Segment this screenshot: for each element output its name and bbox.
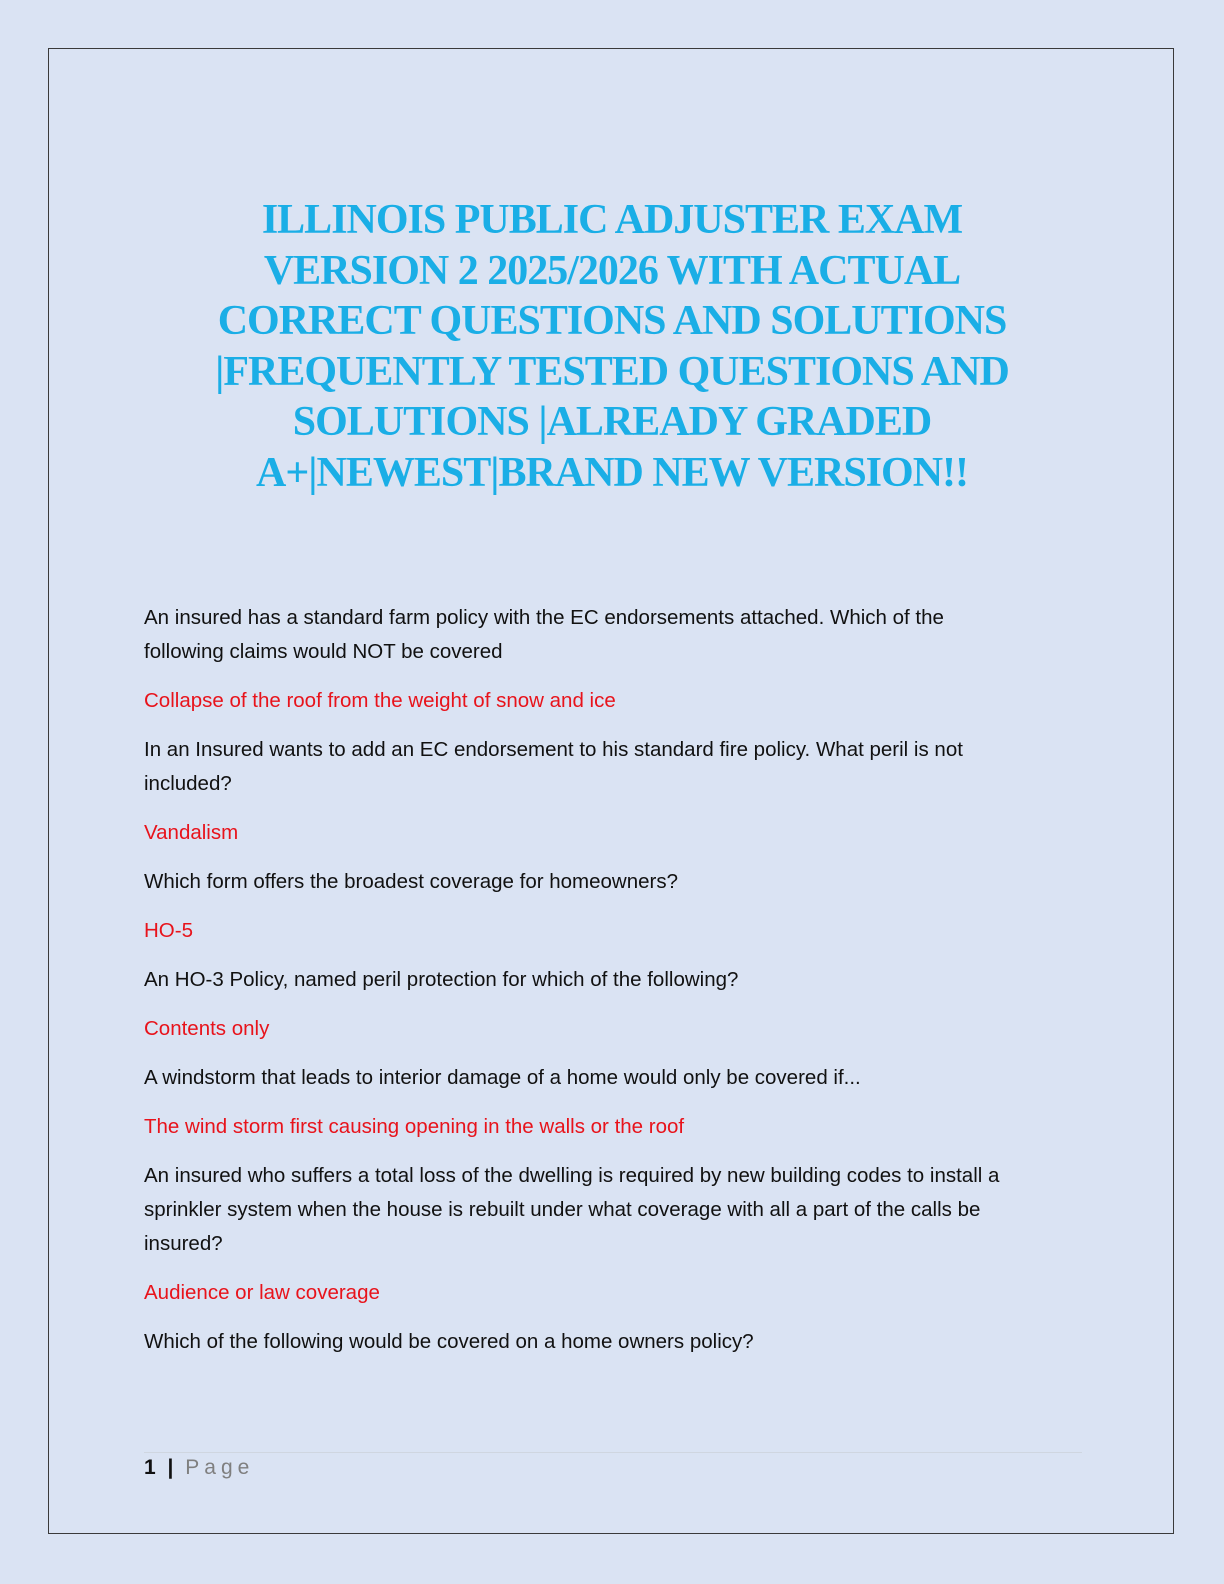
question-line: Which of the following would be covered on a home owners policy? bbox=[144, 1330, 754, 1353]
answer-line: Collapse of the roof from the weight of snow and ice bbox=[144, 689, 616, 712]
answer bbox=[144, 1012, 1084, 1046]
title-line: SOLUTIONS |ALREADY GRADED bbox=[292, 399, 932, 445]
answer bbox=[144, 816, 1084, 850]
question-line: following claims would NOT be covered bbox=[144, 640, 503, 663]
document-title bbox=[150, 195, 1074, 498]
answer bbox=[144, 914, 1084, 948]
question-line: A windstorm that leads to interior damage of a home would only be covered if... bbox=[144, 1066, 861, 1089]
answer-line: Audience or law coverage bbox=[144, 1281, 380, 1304]
qa-content bbox=[144, 601, 1084, 1374]
question-line: insured? bbox=[144, 1232, 223, 1255]
title-line: |FREQUENTLY TESTED QUESTIONS AND bbox=[215, 348, 1009, 395]
page-separator: | bbox=[167, 1456, 174, 1479]
answer-line: Vandalism bbox=[144, 821, 239, 844]
question bbox=[144, 865, 1084, 899]
question bbox=[144, 601, 1084, 669]
title-line: ILLINOIS PUBLIC ADJUSTER EXAM bbox=[261, 197, 963, 243]
answer-line: HO-5 bbox=[144, 919, 193, 942]
answer-line: The wind storm first causing opening in the walls or the roof bbox=[144, 1115, 685, 1138]
answer bbox=[144, 1110, 1084, 1144]
answer-line: Contents only bbox=[144, 1017, 270, 1040]
question-line: In an Insured wants to add an EC endorsement to his standard fire policy. What peril is not bbox=[144, 738, 963, 761]
title-line: A+|NEWEST|BRAND NEW VERSION!! bbox=[255, 449, 968, 496]
question-line: Which form offers the broadest coverage for homeowners? bbox=[144, 870, 679, 893]
page-number: 1 bbox=[144, 1456, 156, 1479]
question bbox=[144, 963, 1084, 997]
page-label: Page bbox=[185, 1456, 255, 1479]
title-line: CORRECT QUESTIONS AND SOLUTIONS bbox=[217, 298, 1007, 344]
title-line: VERSION 2 2025/2026 WITH ACTUAL bbox=[263, 247, 961, 294]
question-line: included? bbox=[144, 772, 232, 795]
question-line: An HO-3 Policy, named peril protection for which of the following? bbox=[144, 968, 739, 991]
answer bbox=[144, 1276, 1084, 1310]
answer bbox=[144, 684, 1084, 718]
question bbox=[144, 733, 1084, 801]
question-line: An insured has a standard farm policy with the EC endorsements attached. Which of the bbox=[144, 606, 944, 629]
question bbox=[144, 1159, 1084, 1261]
question-line: An insured who suffers a total loss of the dwelling is required by new building codes to install a bbox=[144, 1164, 1000, 1187]
footer-divider bbox=[144, 1452, 1082, 1453]
question bbox=[144, 1061, 1084, 1095]
question bbox=[144, 1325, 1084, 1359]
question-line: sprinkler system when the house is rebuilt under what coverage with all a part of the calls be bbox=[144, 1198, 981, 1221]
page-footer bbox=[144, 1453, 254, 1483]
